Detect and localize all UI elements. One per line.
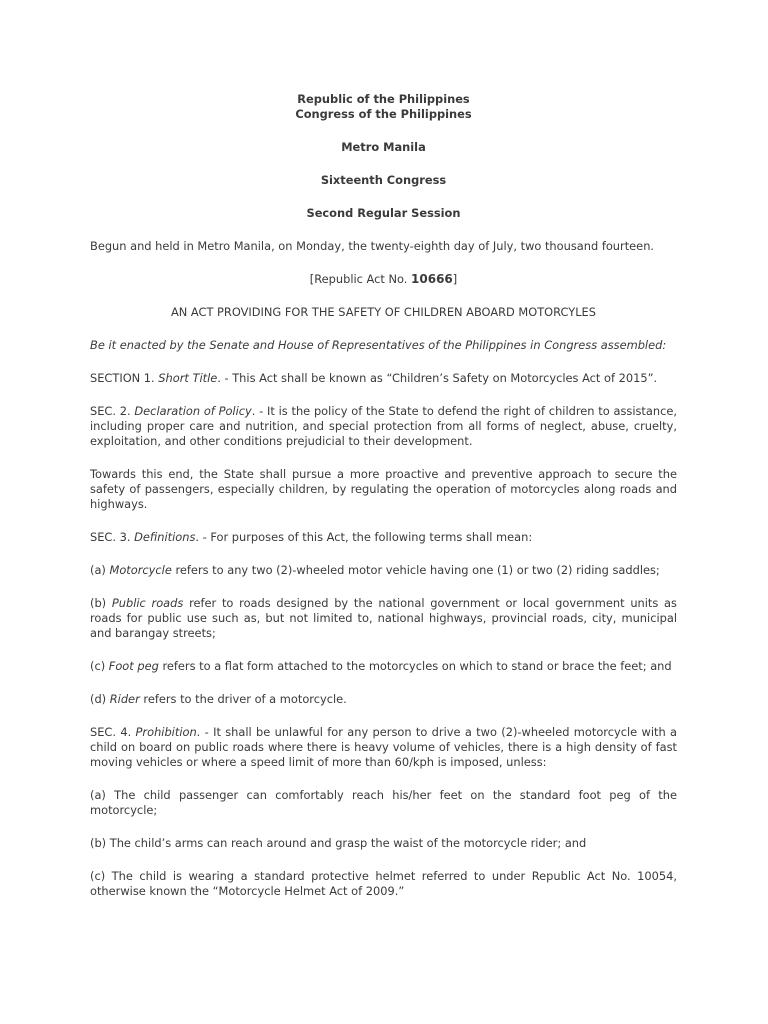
begun-paragraph: Begun and held in Metro Manila, on Monday, the twenty-eighth day of July, two thousand fourteen. — [90, 239, 655, 253]
header-republic: Republic of the Philippines — [297, 92, 470, 106]
header-metro-manila: Metro Manila — [341, 140, 426, 154]
definition-b: (b) Public roads refer to roads designed by the national government or local government units as roads for public use such as, but not limited to, national highways, provincial roads, city, municipal and barangay streets; — [90, 596, 677, 640]
definition-a: (a) Motorcycle refers to any two (2)-wheeled motor vehicle having one (1) or two (2) riding saddles; — [90, 563, 660, 577]
section-1: SECTION 1. Short Title. - This Act shall be known as “Children’s Safety on Motorcycles Act of 2015”. — [90, 371, 658, 385]
section-2: SEC. 2. Declaration of Policy. - It is the policy of the State to defend the right of children to assistance, including proper care and nutrition, and special protection from all forms of neglect, abuse, cruelty, exploitation, and other conditions prejudicial to their development. — [90, 404, 677, 448]
section-2-paragraph-2: Towards this end, the State shall pursue a more proactive and preventive approach to secure the safety of passengers, especially children, by regulating the operation of motorcycles along roads and highways. — [90, 467, 677, 511]
header-session: Second Regular Session — [306, 206, 461, 220]
condition-b: (b) The child’s arms can reach around and grasp the waist of the motorcycle rider; and — [90, 836, 587, 850]
header-sixteenth-congress: Sixteenth Congress — [320, 173, 447, 187]
definition-d: (d) Rider refers to the driver of a motorcycle. — [90, 692, 347, 706]
republic-act-number: [Republic Act No. 10666] — [309, 272, 458, 286]
condition-c: (c) The child is wearing a standard protective helmet referred to under Republic Act No. 10054, otherwise known the “Motorcycle Helmet Act of 2009.” — [90, 869, 677, 898]
header-congress: Congress of the Philippines — [295, 107, 472, 121]
section-4: SEC. 4. Prohibition. - It shall be unlawful for any person to drive a two (2)-wheeled motorcycle with a child on board on public roads where there is heavy volume of vehicles, there is a high density of fast moving vehicles or where a speed limit of more than 60/kph is imposed, unless: — [90, 725, 677, 769]
condition-a: (a) The child passenger can comfortably reach his/her feet on the standard foot peg of the motorcycle; — [90, 788, 677, 817]
enacting-clause: Be it enacted by the Senate and House of Representatives of the Philippines in Congress assembled: — [90, 338, 667, 352]
act-title: AN ACT PROVIDING FOR THE SAFETY OF CHILDREN ABOARD MOTORCYLES — [171, 305, 596, 319]
section-3: SEC. 3. Definitions. - For purposes of this Act, the following terms shall mean: — [90, 530, 533, 544]
definition-c: (c) Foot peg refers to a flat form attached to the motorcycles on which to stand or brace the feet; and — [90, 659, 672, 673]
document-body — [90, 92, 677, 899]
